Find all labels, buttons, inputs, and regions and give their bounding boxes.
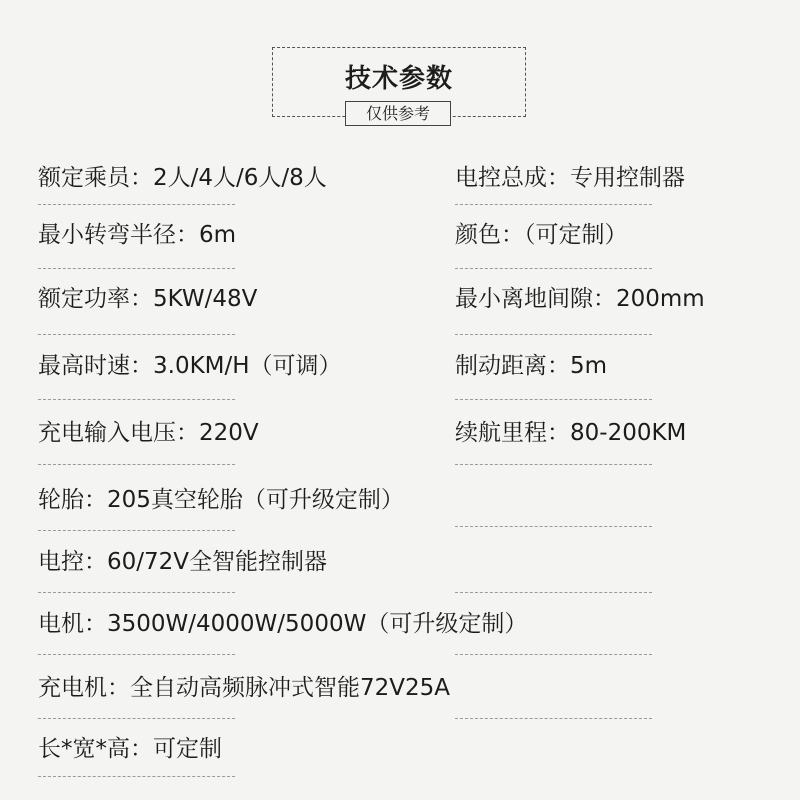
divider <box>38 776 235 777</box>
title-box <box>272 47 526 123</box>
spec-turning-radius: 最小转弯半径：6m <box>38 222 237 248</box>
divider <box>38 334 235 335</box>
spec-controller: 电控：60/72V全智能控制器 <box>38 549 328 575</box>
spec-color: 颜色：（可定制） <box>455 222 628 248</box>
divider <box>455 268 652 269</box>
spec-braking-distance: 制动距离：5m <box>455 353 608 379</box>
divider <box>38 399 235 400</box>
divider <box>455 654 652 655</box>
spec-ground-clearance: 最小离地间隙：200mm <box>455 286 705 312</box>
spec-charger: 充电机：全自动高频脉冲式智能72V25A <box>38 675 451 701</box>
spec-charging-voltage: 充电输入电压：220V <box>38 420 259 446</box>
divider <box>455 718 652 719</box>
spec-range: 续航里程：80-200KM <box>455 420 687 446</box>
divider <box>38 268 235 269</box>
divider <box>38 464 235 465</box>
spec-motor: 电机：3500W/4000W/5000W（可升级定制） <box>38 611 528 637</box>
spec-control-assembly: 电控总成：专用控制器 <box>455 165 685 191</box>
divider <box>455 526 652 527</box>
divider <box>455 399 652 400</box>
divider <box>38 654 235 655</box>
spec-tires: 轮胎：205真空轮胎（可升级定制） <box>38 487 404 513</box>
spec-rated-power: 额定功率：5KW/48V <box>38 286 258 312</box>
divider <box>38 204 235 205</box>
spec-max-speed: 最高时速：3.0KM/H（可调） <box>38 353 342 379</box>
divider <box>38 530 235 531</box>
divider <box>38 718 235 719</box>
page-title: 技术参数 <box>344 64 453 94</box>
divider <box>455 334 652 335</box>
divider <box>455 204 652 205</box>
divider <box>38 592 235 593</box>
divider <box>455 464 652 465</box>
page-subtitle: 仅供参考 <box>345 101 451 126</box>
spec-rated-passengers: 额定乘员：2人/4人/6人/8人 <box>38 165 327 191</box>
spec-dimensions: 长*宽*高：可定制 <box>38 736 222 762</box>
divider <box>455 592 652 593</box>
